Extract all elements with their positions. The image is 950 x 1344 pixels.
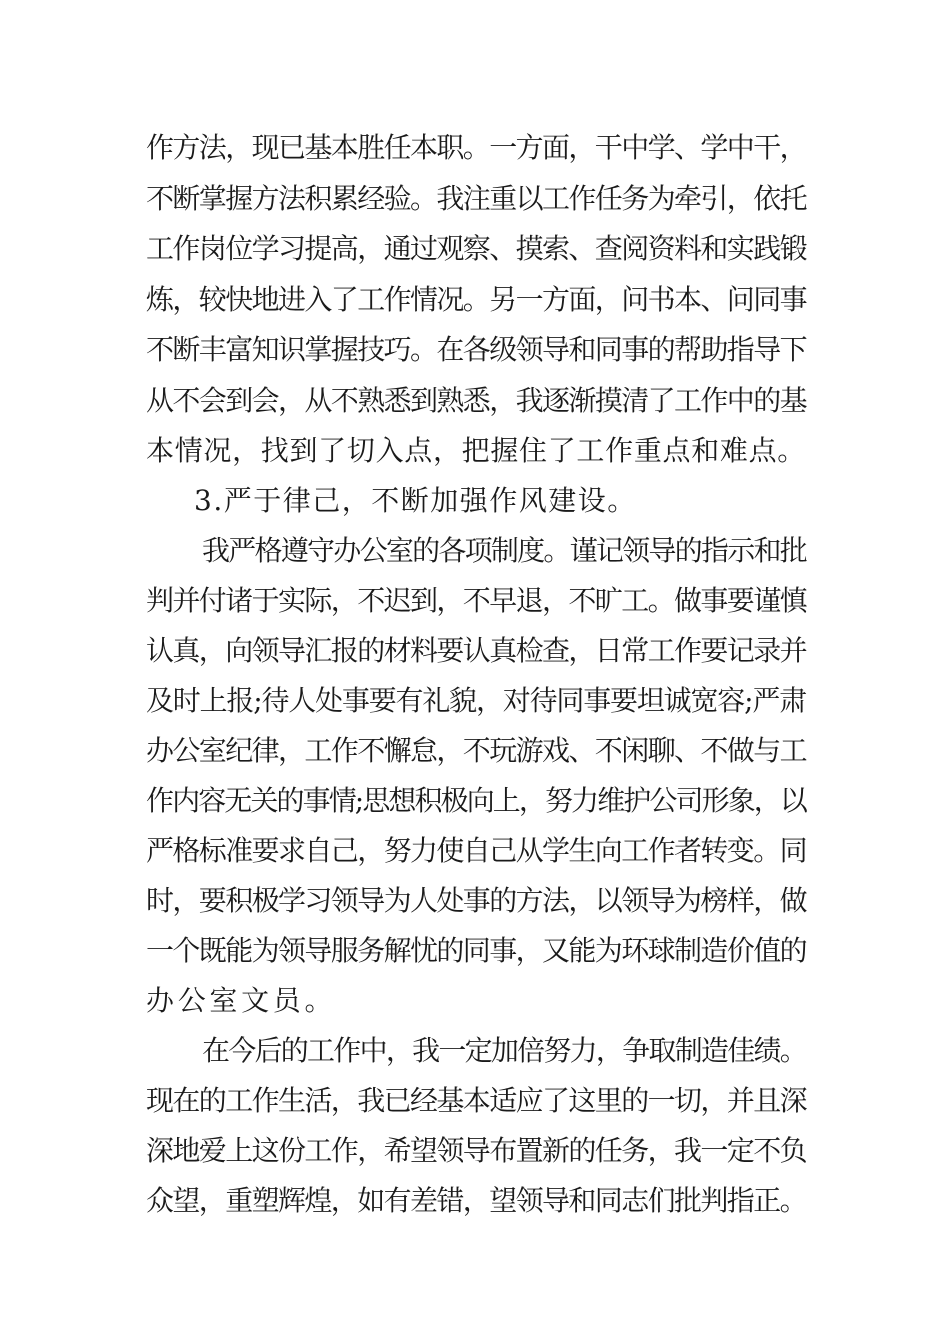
- text-line: 严格标准要求自己，努力使自己从学生向工作者转变。同: [146, 834, 806, 867]
- text-line: 从不会到会，从不熟悉到熟悉，我逐渐摸清了工作中的基: [146, 384, 806, 417]
- text-line: 及时上报;待人处事要有礼貌，对待同事要坦诚宽容;严肃: [146, 684, 806, 717]
- text-line: 办公室纪律，工作不懈怠，不玩游戏、不闲聊、不做与工: [146, 734, 806, 767]
- text-line: 本情况，找到了切入点，把握住了工作重点和难点。: [146, 434, 806, 467]
- text-line: 不断掌握方法积累经验。我注重以工作任务为牵引，依托: [146, 182, 806, 215]
- text-line: 众望，重塑辉煌，如有差错，望领导和同志们批判指正。: [146, 1184, 806, 1217]
- text-line: 现在的工作生活，我已经基本适应了这里的一切，并且深: [146, 1084, 806, 1117]
- text-line: 不断丰富知识掌握技巧。在各级领导和同事的帮助指导下: [146, 333, 806, 366]
- text-line: 工作岗位学习提高，通过观察、摸索、查阅资料和实践锻: [146, 232, 806, 265]
- text-line: 时，要积极学习领导为人处事的方法，以领导为榜样，做: [146, 884, 806, 917]
- text-line: 判并付诸于实际，不迟到，不早退，不旷工。做事要谨慎: [146, 584, 806, 617]
- text-line: 我严格遵守办公室的各项制度。谨记领导的指示和批: [202, 534, 806, 567]
- text-line: 办公室文员。: [146, 984, 337, 1017]
- text-line: 作方法，现已基本胜任本职。一方面，干中学、学中干，: [146, 131, 806, 164]
- section-heading: 3.严于律己，不断加强作风建设。: [194, 484, 637, 517]
- text-line: 在今后的工作中，我一定加倍努力，争取制造佳绩。: [202, 1034, 806, 1067]
- text-line: 一个既能为领导服务解忧的同事，又能为环球制造价值的: [146, 934, 806, 967]
- text-line: 炼，较快地进入了工作情况。另一方面，问书本、问同事: [146, 283, 806, 316]
- text-line: 认真，向领导汇报的材料要认真检查，日常工作要记录并: [146, 634, 806, 667]
- text-line: 作内容无关的事情;思想积极向上，努力维护公司形象，以: [146, 784, 806, 817]
- text-line: 深地爱上这份工作，希望领导布置新的任务，我一定不负: [146, 1134, 806, 1167]
